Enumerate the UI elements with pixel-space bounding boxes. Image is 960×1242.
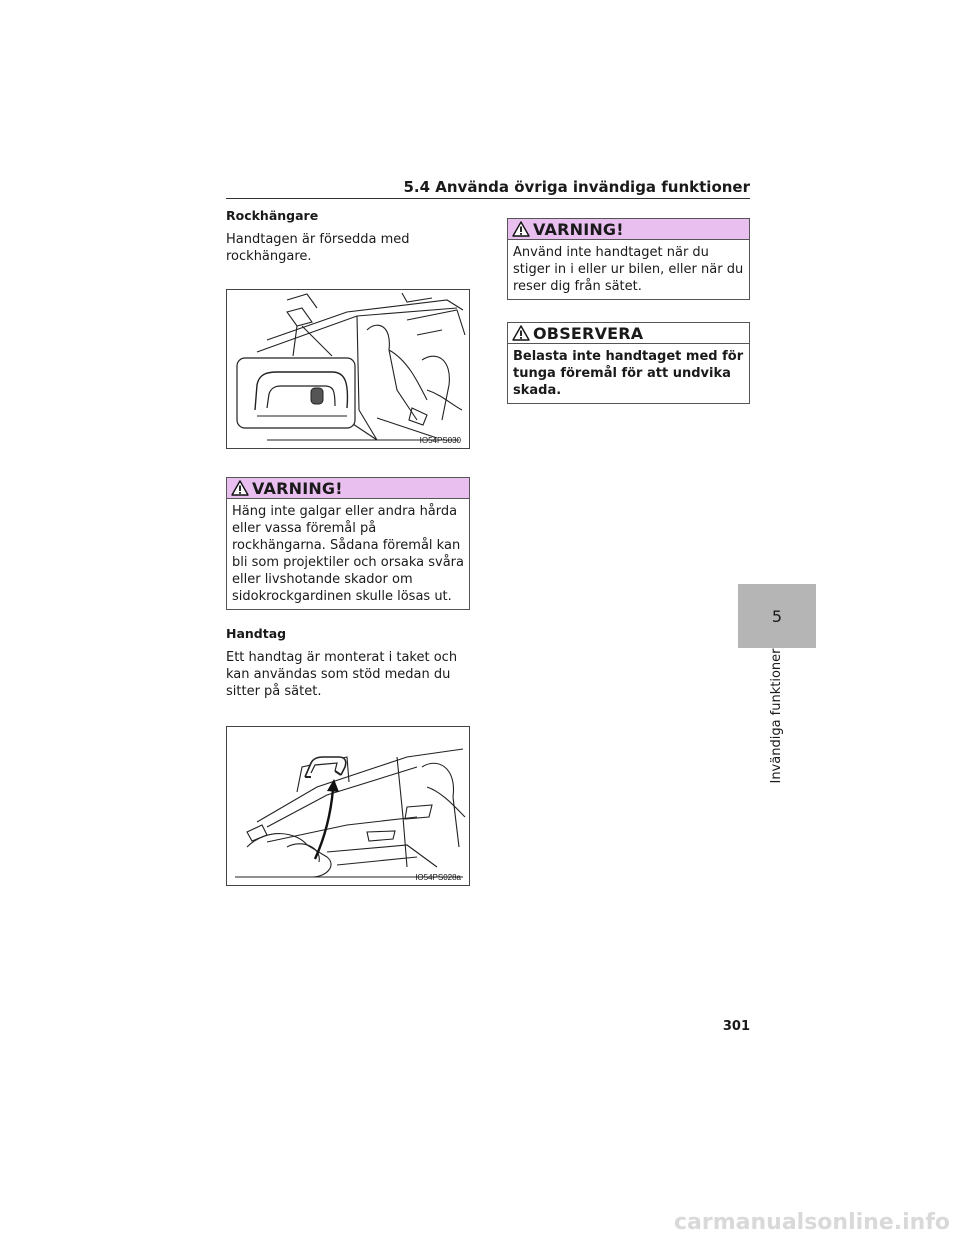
warning-header — [227, 478, 469, 499]
page-number: 301 — [722, 1019, 750, 1034]
figure-coat-hook — [226, 289, 470, 449]
rockhangare-heading: Rockhängare — [226, 208, 319, 223]
handtag-heading: Handtag — [226, 626, 287, 641]
warning-text: Häng inte galgar eller andra hårda eller vassa föremål på rockhängarna. Sådana föremål kan bli som projektiler och orsaka svåra eller livshotande skador om sidokrockgardinen skulle lösas ut. — [232, 504, 464, 604]
warning-box-handle — [507, 218, 750, 300]
notice-text: Belasta inte handtaget med för tunga föremål för att undvika skada. — [513, 349, 744, 398]
section-header: 5.4 Använda övriga invändiga funktioner — [403, 178, 750, 196]
notice-title: OBSERVERA — [533, 323, 644, 343]
figure-grab-handle — [226, 726, 470, 886]
figure-code: IO54PS028a — [415, 873, 461, 882]
warning-text: Använd inte handtaget när du stiger in i eller ur bilen, eller när du reser dig från sätet. — [513, 245, 744, 294]
warning-icon — [512, 221, 530, 237]
rockhangare-text: Handtagen är försedda med rockhängare. — [226, 232, 410, 264]
figure-code: IO54PS030 — [419, 436, 461, 445]
chapter-label: Invändiga funktioner — [769, 648, 784, 784]
chapter-number: 5 — [771, 606, 783, 626]
notice-icon — [512, 325, 530, 341]
notice-header — [508, 323, 749, 344]
left-column — [226, 208, 470, 886]
notice-box — [507, 322, 750, 404]
warning-title: VARNING! — [533, 219, 624, 239]
warning-header — [508, 219, 749, 240]
handtag-text: Ett handtag är monterat i taket och kan användas som stöd medan du sitter på sätet. — [226, 650, 458, 699]
header-rule — [226, 198, 750, 199]
coat-hook-illustration — [227, 290, 469, 448]
right-column — [507, 218, 750, 404]
warning-icon — [231, 480, 249, 496]
watermark: carmanualsonline.info — [674, 1210, 950, 1235]
warning-box-coat-hook — [226, 477, 470, 610]
warning-title: VARNING! — [252, 478, 343, 498]
grab-handle-illustration — [227, 727, 469, 885]
